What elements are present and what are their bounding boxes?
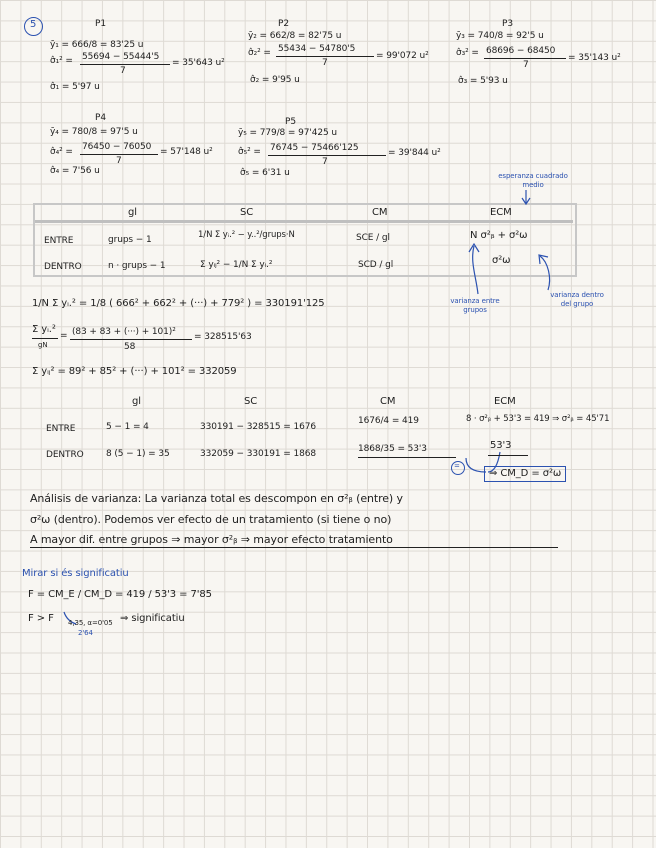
group-var-lhs-p3: σ̂₃² = [456, 48, 479, 58]
anova-num-row-entre-ecm: 8 · σ²ᵦ + 53'3 = 419 ⇒ σ²ᵦ = 45'71 [466, 414, 610, 424]
group-mean-p1: ȳ₁ = 666/8 = 83'25 u [50, 40, 144, 50]
f-condition-result: ⇒ significatiu [120, 613, 185, 624]
group-sd-p1: σ̂₁ = 5'97 u [50, 82, 100, 92]
anova-gen-row-entre-cm: SCE / gl [356, 233, 390, 243]
group-var-lhs-p1: σ̂₁² = [50, 56, 73, 66]
anova-gen-row-dentro-label: DENTRO [44, 262, 82, 272]
anova-num-row-dentro-ecm: 53'3 [490, 440, 512, 451]
analysis-line-2: σ²ω (dentro). Podemos ver efecto de un tratamiento (si tiene o no) [30, 513, 392, 526]
anova-gen-header-cm: CM [372, 207, 388, 218]
anova-num-header-cm: CM [380, 396, 396, 407]
group-var-den-p2: 7 [322, 58, 328, 68]
group-var-num-p1: 55694 − 55444'5 [82, 52, 160, 62]
group-sd-p3: σ̂₃ = 5'93 u [458, 76, 508, 86]
ecm-note: esperanza cuadrado medio [498, 172, 568, 189]
anova-num-row-dentro-sc: 332059 − 330191 = 1868 [200, 449, 316, 459]
anova-num-row-dentro-cm: 1868/35 = 53'3 [358, 444, 427, 454]
anova-gen-header-ecm: ECM [490, 207, 512, 218]
note-within-variance: varianza dentro del grupo [550, 291, 604, 308]
calc-line-3: Σ yᵢⱼ² = 89² + 85² + (···) + 101² = 332059 [32, 366, 237, 377]
group-label-p1: P1 [95, 19, 106, 29]
underline [30, 547, 558, 548]
anova-num-header-sc: SC [244, 396, 258, 407]
anova-num-row-dentro-label: DENTRO [46, 450, 84, 460]
anova-gen-row-entre-sc: 1/N Σ yᵢ.² − y..²/grups·N [198, 230, 295, 240]
group-var-den-p5: 7 [322, 157, 328, 167]
group-var-lhs-p5: σ̂₅² = [238, 147, 261, 157]
group-var-res-p5: = 39'844 u² [388, 148, 441, 158]
calc-line-2-lhs: Σ yᵢ.² [32, 324, 56, 335]
note-between-variance: varianza entre grupos [450, 297, 500, 314]
f-critical-value: 2'64 [78, 629, 93, 637]
group-var-den-p4: 7 [116, 156, 122, 166]
group-var-den-p1: 7 [120, 66, 126, 76]
group-mean-p5: ȳ₅ = 779/8 = 97'425 u [238, 128, 337, 138]
group-var-den-p3: 7 [523, 60, 529, 70]
anova-num-header-ecm: ECM [494, 396, 516, 407]
anova-num-row-entre-cm: 1676/4 = 419 [358, 416, 419, 426]
group-sd-p2: σ̂₂ = 9'95 u [250, 75, 300, 85]
anova-num-row-entre-sc: 330191 − 328515 = 1676 [200, 422, 316, 432]
calc-line-2-den: 58 [124, 342, 136, 352]
calc-line-2-res: = 328515'63 [194, 332, 252, 342]
group-var-lhs-p2: σ̂₂² = [248, 48, 271, 58]
anova-gen-row-dentro-ecm: σ²ω [492, 255, 511, 266]
significance-heading: Mirar si és significatiu [22, 568, 129, 579]
f-condition: F > F [28, 613, 54, 624]
anova-num-header-gl: gl [132, 396, 141, 407]
analysis-line-3: A mayor dif. entre grupos ⇒ mayor σ²ᵦ ⇒ mayor efecto tratamiento [30, 533, 393, 546]
group-var-num-p5: 76745 − 75466'125 [270, 143, 359, 153]
fraction-bar [70, 339, 192, 340]
anova-gen-row-dentro-cm: SCD / gl [358, 260, 394, 270]
group-var-num-p4: 76450 − 76050 [82, 142, 152, 152]
group-sd-p5: σ̂₅ = 6'31 u [240, 168, 290, 178]
anova-gen-header-gl: gl [128, 207, 137, 218]
group-label-p5: P5 [285, 117, 296, 127]
anova-gen-header-sc: SC [240, 207, 254, 218]
group-mean-p3: ȳ₃ = 740/8 = 92'5 u [456, 31, 544, 41]
group-var-res-p3: = 35'143 u² [568, 53, 621, 63]
group-mean-p4: ȳ₄ = 780/8 = 97'5 u [50, 127, 138, 137]
identity-box: ⇒ CM_D = σ²ω [484, 466, 566, 482]
group-sd-p4: σ̂₄ = 7'56 u [50, 166, 100, 176]
group-label-p4: P4 [95, 113, 106, 123]
calc-eq: = [60, 331, 68, 341]
group-var-lhs-p4: σ̂₄² = [50, 147, 73, 157]
f-critical-subscript: 4,35, α=0'05 [68, 619, 113, 627]
f-statistic: F = CM_E / CM_D = 419 / 53'3 = 7'85 [28, 589, 212, 600]
group-mean-p2: ȳ₂ = 662/8 = 82'75 u [248, 31, 342, 41]
group-var-num-p3: 68696 − 68450 [486, 46, 556, 56]
problem-number: 5 [30, 19, 37, 30]
anova-gen-row-dentro-sc: Σ yᵢⱼ² − 1/N Σ yᵢ.² [200, 260, 273, 270]
anova-num-row-entre-label: ENTRE [46, 424, 76, 434]
anova-gen-row-entre-gl: grups − 1 [108, 235, 152, 245]
calc-line-1: 1/N Σ yᵢ.² = 1/8 ( 666² + 662² + (···) + 779² ) = 330191'125 [32, 298, 325, 309]
group-var-num-p2: 55434 − 54780'5 [278, 44, 356, 54]
group-var-res-p2: = 99'072 u² [376, 51, 429, 61]
equality-mark: = [454, 462, 460, 470]
fraction-bar [32, 338, 58, 339]
underline [358, 457, 456, 458]
group-label-p3: P3 [502, 19, 513, 29]
group-var-res-p4: = 57'148 u² [160, 147, 213, 157]
anova-gen-row-dentro-gl: n · grups − 1 [108, 261, 166, 271]
anova-gen-row-entre-label: ENTRE [44, 236, 74, 246]
group-var-res-p1: = 35'643 u² [172, 58, 225, 68]
anova-gen-row-entre-ecm: N σ²ᵦ + σ²ω [470, 230, 528, 241]
group-label-p2: P2 [278, 19, 289, 29]
anova-num-row-dentro-gl: 8 (5 − 1) = 35 [106, 449, 170, 459]
analysis-line-1: Análisis de varianza: La varianza total es descompon en σ²ᵦ (entre) y [30, 492, 403, 505]
anova-num-row-entre-gl: 5 − 1 = 4 [106, 422, 149, 432]
underline [488, 455, 528, 456]
calc-line-2-lhs-den: gN [38, 341, 48, 349]
calc-line-2-num: (83 + 83 + (···) + 101)² [72, 327, 176, 337]
